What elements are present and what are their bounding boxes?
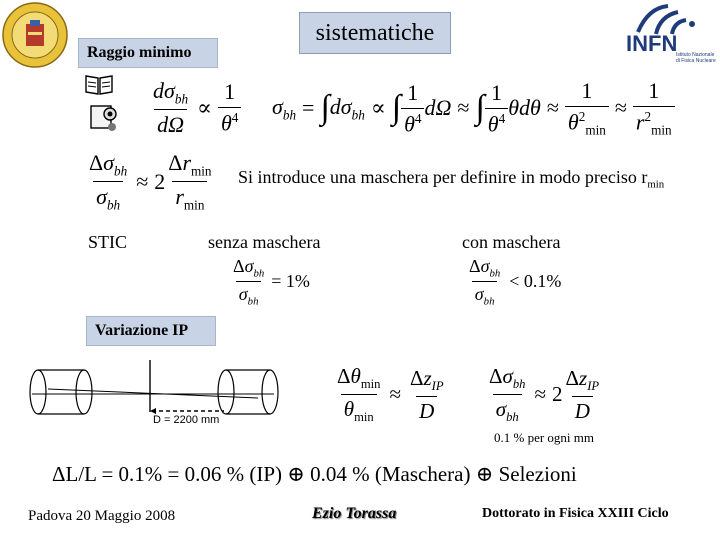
senza-value: = 1% <box>271 271 310 292</box>
distance-label: D = 2200 mm <box>153 414 220 426</box>
footer-date: Padova 20 Maggio 2008 <box>28 508 176 524</box>
mask-sentence <box>238 167 664 190</box>
equation-theta-vs-z: $\frac{\Delta\theta_{min}}{\theta_{min}}$ ≈ $\frac{\Delta z_{IP}}{D}$ <box>337 364 444 425</box>
camera-icon <box>88 100 120 137</box>
per-mm-label: 0.1 % per ogni mm <box>494 430 595 445</box>
equation-sigma-vs-z: $\frac{\Delta\sigma_{bh}}{\sigma_{bh}}$ ≈ 2 $\frac{\Delta z_{IP}}{D}$ <box>489 364 600 425</box>
infn-logo-sub2: di Fisica Nucleare <box>676 58 716 64</box>
university-seal-logo <box>2 2 68 73</box>
ip-label-text: Variazione IP <box>95 322 189 339</box>
equation-cross-section: $\frac{d\sigma_{bh}}{d\Omega}$ ∝ $\frac{1}{\theta^4}$ <box>150 78 241 138</box>
infn-logo <box>598 4 716 75</box>
footer-author: Ezio Torassa <box>312 505 397 522</box>
slide-title-text: sistematiche <box>315 19 435 46</box>
mask-sentence-sub: min <box>647 178 665 191</box>
con-maschera-label: con maschera <box>462 232 561 252</box>
equation-senza-maschera: $\frac{\Delta\sigma_{bh}}{\sigma_{bh}}$ = 1% <box>233 256 310 308</box>
stic-label: STIC <box>88 232 128 252</box>
section-label-variazione-ip <box>86 316 216 346</box>
luminosity-summary: ΔL/L = 0.1% = 0.06 % (IP) ⊕ 0.04 % (Maschera) ⊕ Selezioni <box>52 462 577 486</box>
equation-integrated-cross-section: $\sigma_{bh}$ = ∫ $d\sigma_{bh}$ ∝ ∫ $\frac{1}{\theta^4}$ dΩ ≈ ∫ $\frac{1}{\theta^4}$ θdθ ≈ $\frac{1}{\theta^2_{min}}$ ≈ $\frac{1}{r^2_{min}}$ <box>272 78 675 139</box>
slide-title <box>299 12 451 54</box>
senza-maschera-label: senza maschera <box>208 232 321 252</box>
infn-logo-sub1: Istituto Nazionale <box>676 52 715 58</box>
section-label-raggio-minimo <box>78 38 218 68</box>
footer-course: Dottorato in Fisica XXIII Ciclo <box>482 506 669 521</box>
book-icon <box>84 72 114 101</box>
section-label-text: Raggio minimo <box>87 44 192 61</box>
equation-relative-error-rmin: $\frac{\Delta\sigma_{bh}}{\sigma_{bh}}$ ≈ 2 $\frac{\Delta r_{min}}{r_{min}}$ <box>89 150 212 213</box>
con-value: < 0.1% <box>509 271 562 292</box>
equation-con-maschera: $\frac{\Delta\sigma_{bh}}{\sigma_{bh}}$ < 0.1% <box>469 256 562 308</box>
infn-logo-text: INFN <box>626 31 678 56</box>
mask-sentence-text: Si introduce una maschera per definire in modo preciso r <box>238 167 648 187</box>
